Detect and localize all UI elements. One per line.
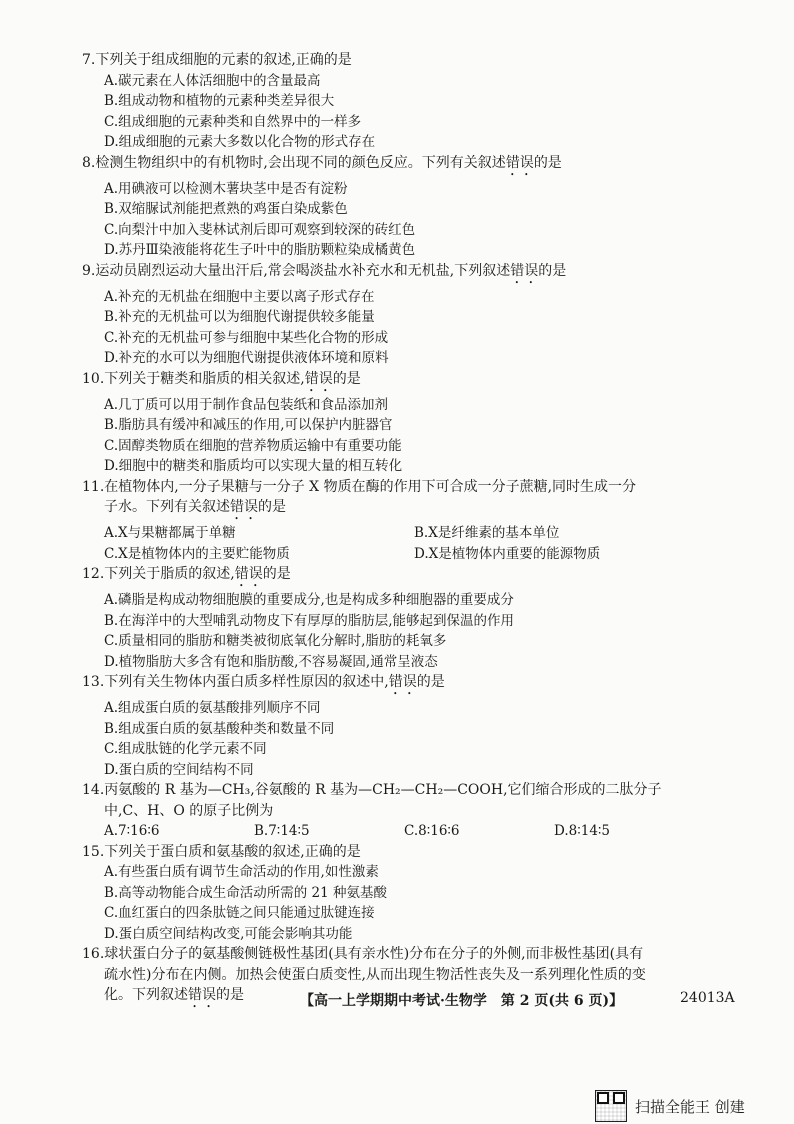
option-c: C.质量相同的脂肪和糖类被彻底氧化分解时,脂肪的耗氧多 (104, 633, 447, 649)
question-8 (82, 153, 772, 261)
option-c: C.固醇类物质在细胞的营养物质运输中有重要功能 (104, 437, 402, 454)
question-stem (82, 261, 772, 287)
stem-text: 10.下列关于糖类和脂质的相关叙述, (82, 370, 305, 387)
option-b: B.脂肪具有缓冲和减压的作用,可以保护内脏器官 (104, 417, 393, 433)
question-stem (82, 153, 772, 179)
option-c: C.补充的无机盐可参与细胞中某些化合物的形成 (104, 329, 389, 346)
question-stem-line-1: 11.在植物体内,一分子果糖与一分子 X 物质在酶的作用下可合成一分子蔗糖,同时生成一分 (82, 478, 637, 495)
emphasis-mark: 错误 (510, 262, 539, 279)
question-stem (82, 369, 772, 395)
option-a: A.用碘液可以检测木薯块茎中是否有淀粉 (104, 180, 348, 197)
stem-text: 子水。下列有关叙述 (104, 499, 230, 515)
question-stem-line-1: 14.丙氨酸的 R 基为—CH₃,谷氨酸的 R 基为—CH₂—CH₂—COOH,它们缩合形成的二肽分子 (82, 782, 662, 798)
option-c: C.8∶16∶6 (404, 823, 460, 839)
option-d: D.补充的水可以为细胞代谢提供液体环境和原料 (104, 350, 389, 366)
option-a: A.7∶16∶6 (104, 823, 160, 839)
option-d: D.蛋白质的空间结构不同 (104, 761, 254, 778)
option-a: A.有些蛋白质有调节生命活动的作用,如性激素 (104, 864, 379, 880)
footer-title: 【高一上学期期中考试·生物学 第 2 页(共 6 页)】 (300, 993, 624, 1009)
stem-text: 的是 (216, 987, 244, 1003)
question-9 (82, 261, 772, 369)
option-d: D.植物脂肪大多含有饱和脂肪酸,不容易凝固,通常呈液态 (104, 653, 438, 670)
stem-text: 8.检测生物组织中的有机物时,会出现不同的颜色反应。下列有关叙述 (82, 154, 506, 171)
option-b: B.双缩脲试剂能把煮熟的鸡蛋白染成紫色 (104, 201, 348, 217)
option-d: D.8∶14∶5 (554, 823, 611, 839)
option-d: D.苏丹Ⅲ染液能将花生子叶中的脂肪颗粒染成橘黄色 (104, 242, 416, 258)
stem-text: 的是 (538, 262, 567, 279)
question-13 (82, 672, 772, 780)
page-footer (0, 990, 794, 1014)
emphasis-mark: 错误 (388, 674, 417, 690)
option-a: A.磷脂是构成动物细胞膜的重要成分,也是构成多种细胞器的重要成分 (104, 592, 514, 608)
option-b: B.7∶14∶5 (254, 823, 310, 839)
question-stem-line-2: 疏水性)分布在内侧。加热会使蛋白质变性,从而出现生物活性丧失及一系列理化性质的变 (104, 966, 646, 983)
option-c: C.向梨汁中加入斐林试剂后即可观察到较深的砖红色 (104, 221, 416, 238)
option-a: A.X与果糖都属于单糖 (104, 525, 236, 541)
emphasis-mark: 错误 (505, 154, 534, 171)
option-row (82, 821, 772, 842)
stem-text: 的是 (262, 566, 291, 582)
option-a: A.碳元素在人体活细胞中的含量最高 (104, 72, 321, 89)
question-stem (82, 564, 772, 590)
emphasis-mark: 错误 (234, 566, 263, 582)
stem-text: 的是 (332, 370, 361, 387)
option-c: C.X是植物体内的主要贮能物质 (104, 545, 290, 562)
option-c: C.血红蛋白的四条肽链之间只能通过肽键连接 (104, 905, 375, 921)
qr-code-icon (595, 1090, 627, 1122)
exam-page (82, 50, 772, 1011)
emphasis-mark: 错误 (230, 499, 258, 515)
stem-text: 的是 (416, 674, 445, 690)
question-14 (82, 780, 772, 842)
option-b: B.高等动物能合成生命活动所需的 21 种氨基酸 (104, 884, 387, 901)
emphasis-mark: 错误 (188, 987, 216, 1003)
question-stem-line-2: 中,C、H、O 的原子比例为 (104, 802, 274, 819)
stem-text: 的是 (533, 154, 562, 171)
option-c: C.组成肽链的化学元素不同 (104, 741, 267, 757)
question-stem: 15.下列关于蛋白质和氨基酸的叙述,正确的是 (82, 843, 361, 860)
option-b: B.在海洋中的大型哺乳动物皮下有厚厚的脂肪层,能够起到保温的作用 (104, 612, 515, 629)
emphasis-mark: 错误 (304, 370, 333, 387)
question-15 (82, 842, 772, 945)
question-stem: 7.下列关于组成细胞的元素的叙述,正确的是 (82, 52, 352, 68)
question-11 (82, 477, 772, 565)
watermark-text: 扫描全能王 创建 (635, 1097, 745, 1116)
option-row (82, 544, 772, 565)
question-12 (82, 564, 772, 672)
option-c: C.组成细胞的元素种类和自然界中的一样多 (104, 113, 362, 130)
option-d: D.细胞中的糖类和脂质均可以实现大量的相互转化 (104, 458, 403, 474)
question-10 (82, 369, 772, 477)
option-d: D.X是植物体内重要的能源物质 (414, 545, 601, 562)
question-stem (82, 672, 772, 698)
option-b: B.补充的无机盐可以为细胞代谢提供较多能量 (104, 309, 375, 325)
question-stem-line-2 (82, 497, 772, 523)
stem-text: 13.下列有关生物体内蛋白质多样性原因的叙述中, (82, 674, 389, 690)
stem-text: 12.下列关于脂质的叙述, (82, 566, 235, 582)
scanner-watermark (595, 1090, 745, 1122)
option-a: A.组成蛋白质的氨基酸排列顺序不同 (104, 700, 321, 716)
option-d: D.蛋白质空间结构改变,可能会影响其功能 (104, 925, 353, 942)
option-a: A.补充的无机盐在细胞中主要以离子形式存在 (104, 288, 375, 305)
option-b: B.组成蛋白质的氨基酸种类和数量不同 (104, 720, 335, 737)
option-b: B.组成动物和植物的元素种类差异很大 (104, 93, 335, 109)
exam-code: 24013A (680, 990, 735, 1006)
option-a: A.几丁质可以用于制作食品包装纸和食品添加剂 (104, 396, 389, 413)
option-row (82, 523, 772, 544)
stem-text: 化。下列叙述 (104, 987, 188, 1003)
stem-text: 9.运动员剧烈运动大量出汗后,常会喝淡盐水补充水和无机盐,下列叙述 (82, 262, 511, 279)
question-7 (82, 50, 772, 153)
option-b: B.X是纤维素的基本单位 (414, 525, 560, 541)
stem-text: 的是 (258, 499, 286, 515)
question-stem-line-1: 16.球状蛋白分子的氨基酸侧链极性基团(具有亲水性)分布在分子的外侧,而非极性基团(具有 (82, 946, 644, 962)
option-d: D.组成细胞的元素大多数以化合物的形式存在 (104, 134, 376, 150)
